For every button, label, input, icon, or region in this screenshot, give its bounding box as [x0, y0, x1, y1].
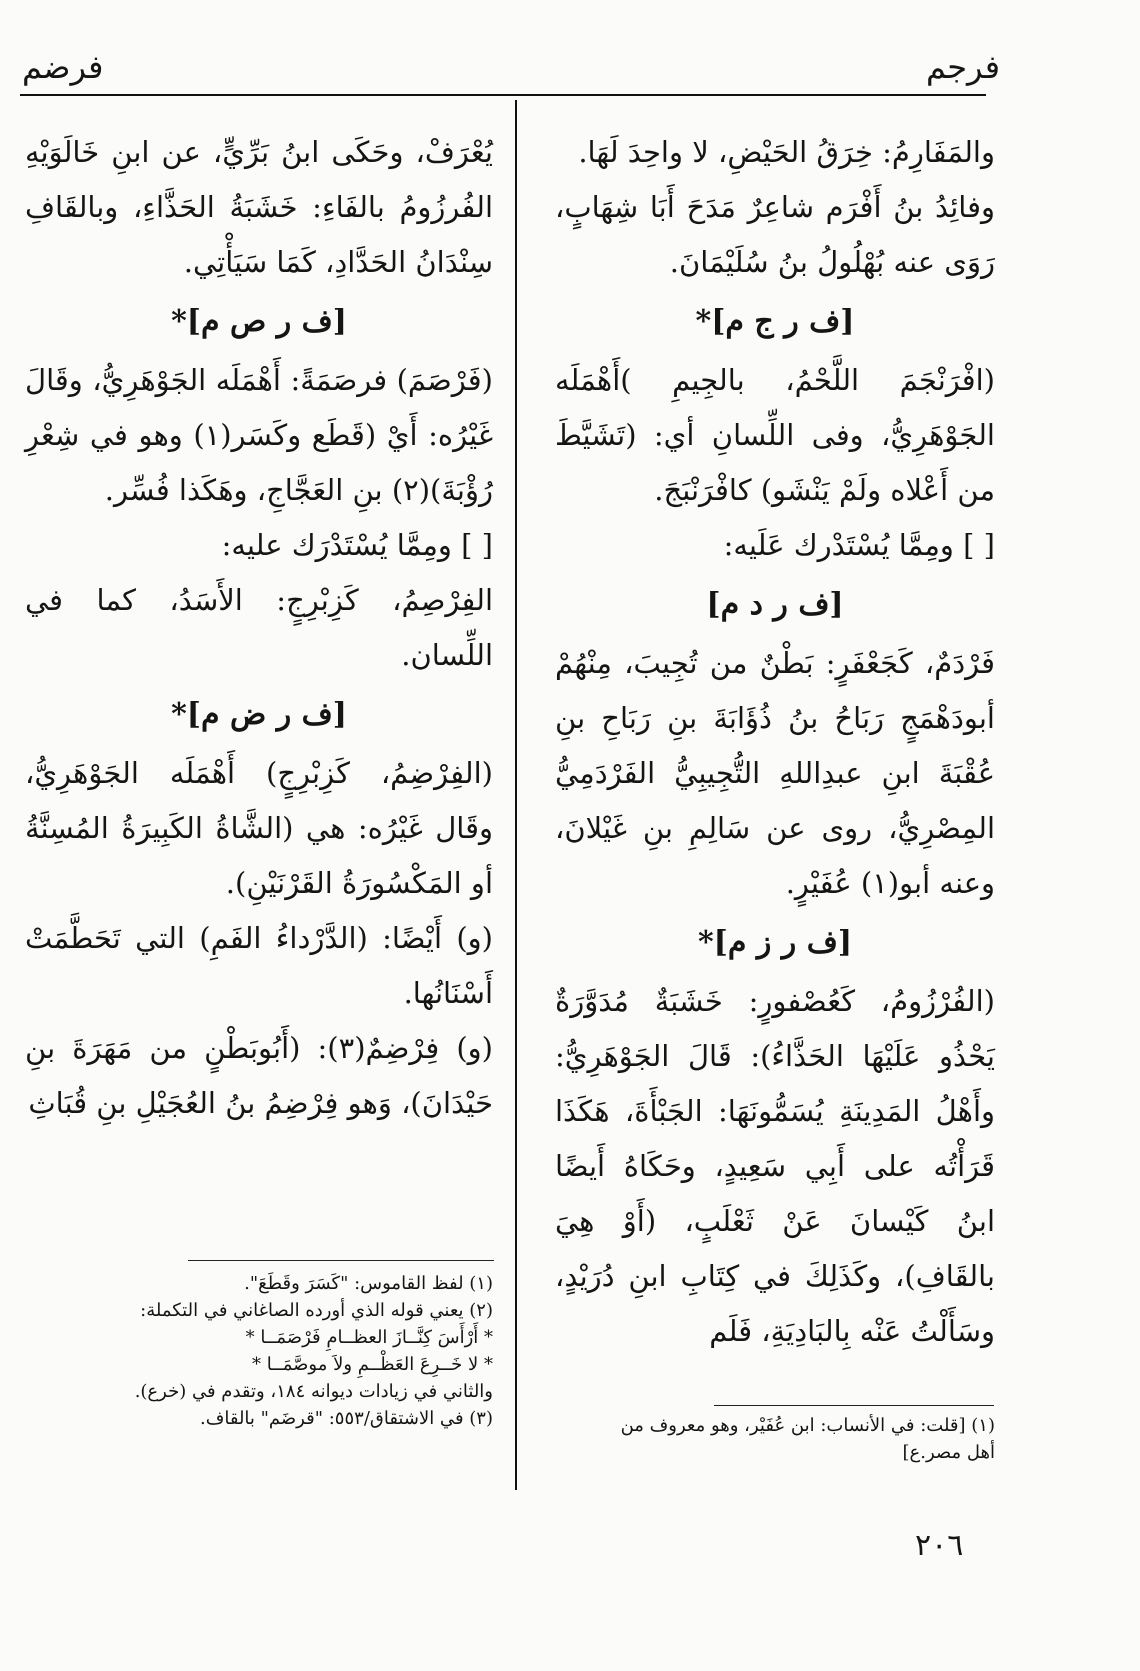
paragraph: (و) فِرْضِمٌ(٣): (أَبُوبَطْنٍ من مَهَرَةَ بنِ حَيْدَانَ)، وَهو فِرْضِمُ بنُ العُجَيْلِ بنِ قُبَاثِ	[25, 1031, 493, 1120]
footnote-rule	[714, 1405, 994, 1406]
footnote-line: (١) [قلت: في الأنساب: ابن عُفَيْر، وهو معروف من	[620, 1415, 995, 1436]
footnote-line: * أَرْأَسَ كِنَّــازَ العظــامِ فَرْصَمَــا *	[245, 1327, 493, 1348]
footnote-line: أهل مصر.ع]	[902, 1442, 995, 1463]
entry-heading: [ف ر ص م]*	[171, 304, 347, 339]
paragraph: [ ] ومِمَّا يُسْتَدْرَك عليه:	[221, 528, 493, 562]
footnote-line: * لا خَــرِعَ العَظْــمِ ولاَ موصَّمَــا *	[251, 1354, 493, 1375]
paragraph: الفِرْصِمُ، كَزِبْرِجٍ: الأَسَدُ، كما في اللِّسان.	[25, 583, 493, 672]
paragraph: (الفِرْضِمُ، كَزِبْرِجٍ) أَهْمَلَه الجَوْهَرِيُّ، وقَال غَيْرُه: هي (الشَّاةُ الكَبِيرَةُ المُسِنَّةُ أو المَكْسُورَةُ القَرْنَيْنِ).	[25, 756, 493, 900]
right-footnotes	[555, 1412, 995, 1466]
paragraph: والمَفَارِمُ: خِرَقُ الحَيْضِ، لا واحِدَ لَهَا.	[578, 135, 995, 169]
paragraph: يُعْرَفْ، وحَكَى ابنُ بَرِّيٍّ، عن ابنِ خَالَوَيْهِ الفُرزُومُ بالفَاءِ: خَشَبَةُ الحَذَّاءِ، وبالقَافِ سِنْدَانُ الحَدَّادِ، كَمَا سَيَأْتِي.	[25, 135, 493, 279]
entry-heading: [ف ر د م]	[706, 587, 844, 622]
left-column	[25, 125, 493, 1131]
paragraph: (افْرَنْجَمَ اللَّحْمُ، بالجِيمِ )أَهْمَلَه الجَوْهَرِيُّ، وفى اللِّسانِ أي: (تَشَيَّطَ من أَعْلاه ولَمْ يَنْشَو) كافْرَنْبَجَ.	[555, 363, 995, 507]
right-column	[555, 125, 995, 1359]
footnote-line: (٢) يعني قوله الذي أورده الصاغاني في التكملة:	[140, 1300, 493, 1321]
column-divider	[515, 100, 517, 1490]
footnote-line: والثاني في زيادات ديوانه ١٨٤، وتقدم في (خرع).	[134, 1381, 493, 1402]
entry-heading: [ف ر ج م]*	[695, 304, 855, 339]
paragraph: (و) أَيْضًا: (الدَّرْداءُ الفَمِ) التي تَحَطَّمَتْ أَسْنَانُها.	[25, 921, 493, 1010]
left-footnotes	[25, 1270, 493, 1432]
footnote-line: (٣) في الاشتقاق/٥٥٣: "قرضَم" بالقاف.	[199, 1408, 493, 1429]
paragraph: (فَرْصَمَ) فرصَمَةً: أَهْمَلَه الجَوْهَرِيُّ، وقَالَ غَيْرُه: أَيْ (قَطَع وكَسَر(١) وهو في شِعْرِ رُؤْبَةَ)(٢) بنِ العَجَّاجِ، وهَكَذا فُسِّر.	[25, 363, 493, 507]
entry-heading: [ف ر ز م]*	[697, 925, 853, 960]
paragraph: [ ] ومِمَّا يُسْتَدْرك عَلَيه:	[723, 528, 995, 562]
header-left-word: فرضم	[22, 48, 104, 86]
page-number: ٢٠٦	[915, 1528, 964, 1563]
footnote-line: (١) لفظ القاموس: "كَسَرَ وقَطَعَ".	[244, 1273, 493, 1294]
footnote-rule	[188, 1260, 494, 1261]
header-right-word: فرجم	[925, 48, 1000, 86]
paragraph: (الفُرْزُومُ، كَعُصْفورٍ: خَشَبَةٌ مُدَوَّرَةٌ يَحْذُو عَلَيْهَا الحَذَّاءُ): قَالَ الجَوْهَرِيُّ: وأَهْلُ المَدِينَةِ يُسَمُّونَهَا: الجَبْأَةَ، هَكَذَا قَرَأْتُه على أَبِي سَعِيدٍ، وحَكَاهُ أَيضًا ابنُ كَيْسانَ عَنْ ثَعْلَبٍ، (أَوْ هِيَ بالقَافِ)، وكَذَلِكَ في كِتَابِ ابنِ دُرَيْدٍ، وسَأَلْتُ عَنْه بِالبَادِيَةِ، فَلَم	[555, 984, 995, 1348]
entry-heading: [ف ر ض م]*	[171, 697, 347, 732]
paragraph: فَرْدَمٌ، كَجَعْفَرٍ: بَطْنٌ من تُجِيبَ، مِنْهُمْ أبودَهْمَجٍ رَبَاحُ بنُ ذُؤَابَةَ بنِ رَبَاحِ بنِ عُقْبَةَ ابنِ عبدِاللهِ التُّجِيبِيُّ الفَرْدَمِيُّ المِصْرِيُّ، روى عن سَالِمِ بنِ غَيْلانَ، وعنه أبو(١) عُفَيْرٍ.	[555, 646, 995, 900]
header-rule	[20, 94, 986, 96]
paragraph: وفائِدُ بنُ أَفْرَم شاعِرٌ مَدَحَ أَبَا شِهَابٍ، رَوَى عنه بُهْلُولُ بنُ سُلَيْمَانَ.	[555, 190, 995, 279]
